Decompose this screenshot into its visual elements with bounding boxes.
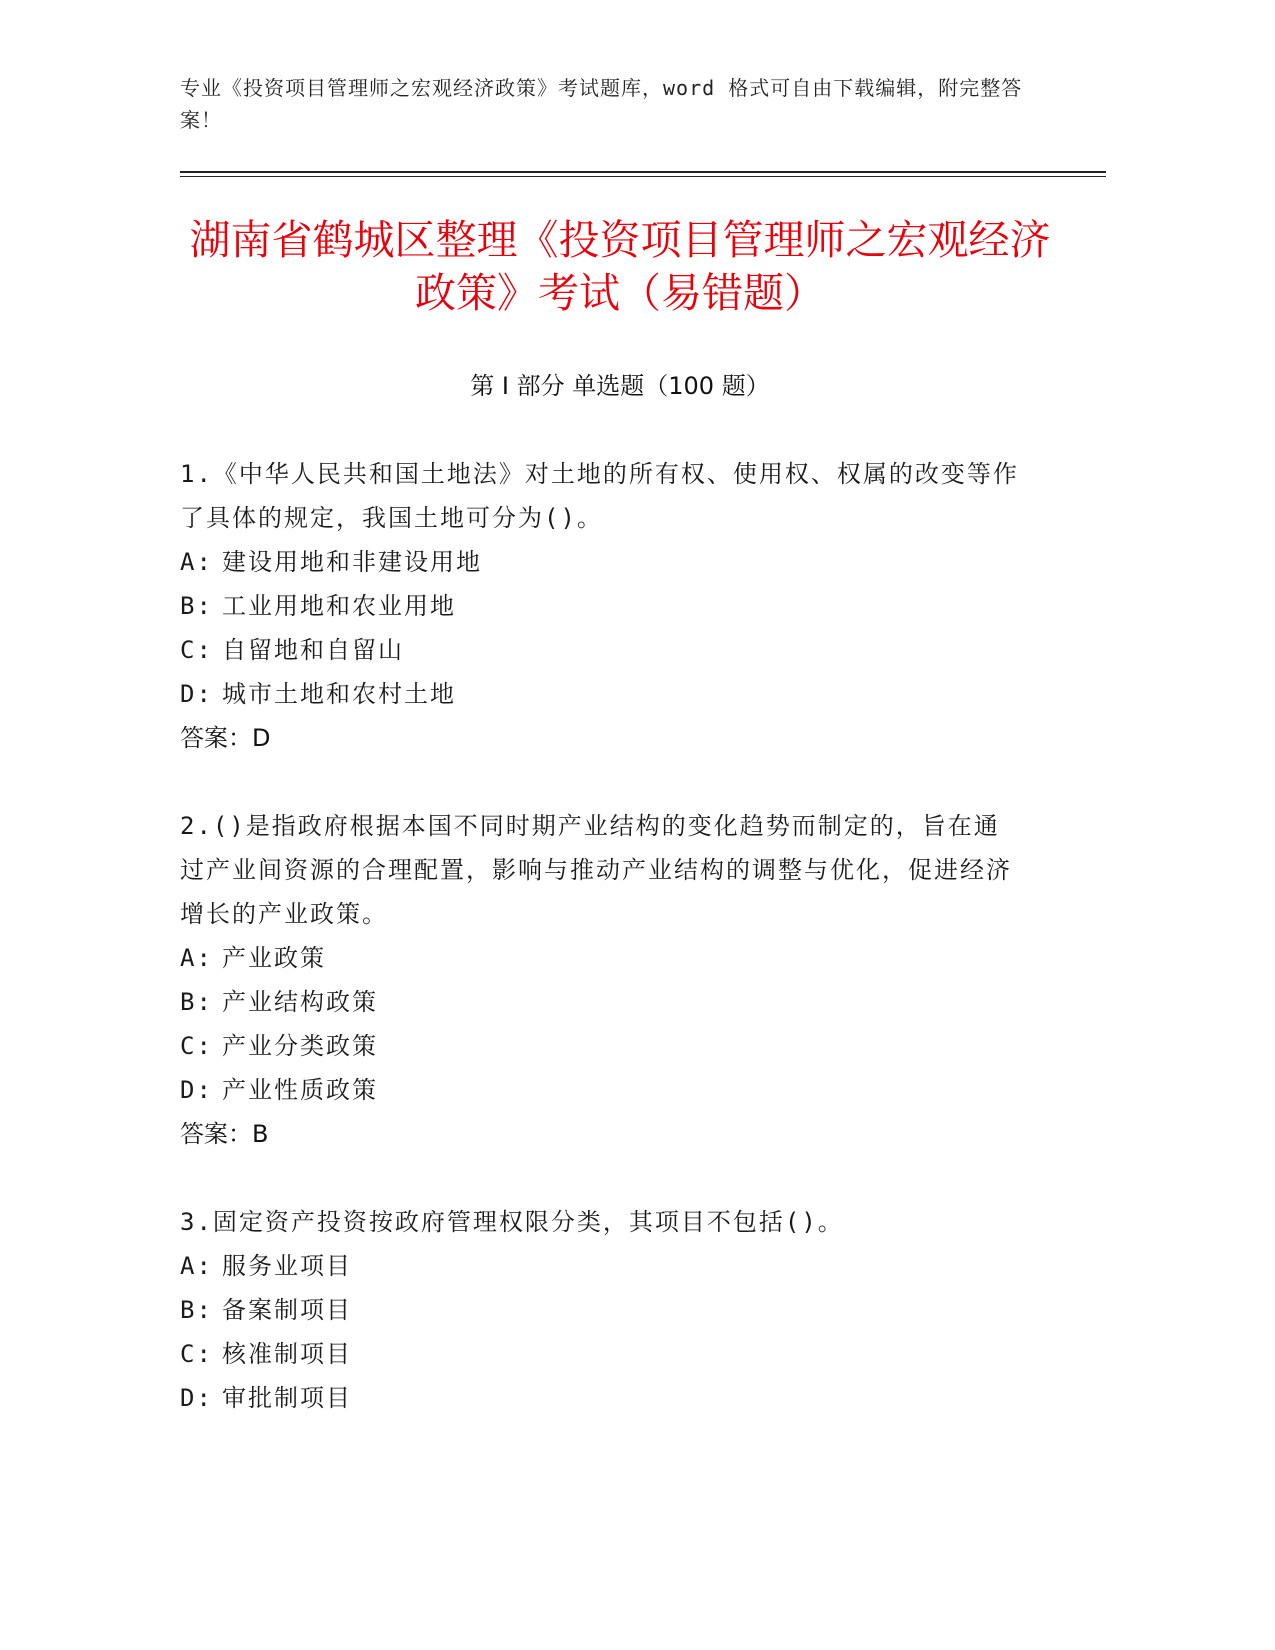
- option-text: 备案制项目: [222, 1296, 352, 1324]
- option-text: 建设用地和非建设用地: [222, 548, 482, 576]
- option-letter: B:: [180, 988, 213, 1016]
- option-text: 产业性质政策: [222, 1076, 378, 1104]
- option-letter: C:: [180, 1340, 213, 1368]
- option-text: 服务业项目: [222, 1252, 352, 1280]
- option-text: 产业分类政策: [222, 1032, 378, 1060]
- question-stem: 2.()是指政府根据本国不同时期产业结构的变化趋势而制定的，旨在通过产业间资源的合理配置，影响与推动产业结构的调整与优化，促进经济增长的产业政策。: [180, 812, 1012, 928]
- option-c: [180, 1332, 1020, 1376]
- option-letter: A:: [180, 944, 213, 972]
- header-divider-thin: [180, 176, 1106, 177]
- option-text: 产业政策: [222, 944, 326, 972]
- option-letter: C:: [180, 1032, 213, 1060]
- answer-line: 答案：B: [180, 1120, 269, 1148]
- answer-line: 答案：D: [180, 724, 271, 752]
- document-title: 湖南省鹤城区整理《投资项目管理师之宏观经济政策》考试（易错题）: [189, 216, 1051, 317]
- option-letter: D:: [180, 1076, 213, 1104]
- option-c: [180, 628, 1020, 672]
- option-d: [180, 1068, 1020, 1112]
- option-text: 核准制项目: [222, 1340, 352, 1368]
- option-text: 自留地和自留山: [222, 636, 404, 664]
- option-letter: A:: [180, 1252, 213, 1280]
- option-text: 工业用地和农业用地: [222, 592, 456, 620]
- option-letter: C:: [180, 636, 213, 664]
- question-list: [180, 452, 1020, 1464]
- section-heading: 第 I 部分 单选题（100 题）: [470, 372, 770, 400]
- option-b: [180, 1288, 1020, 1332]
- header-divider-thick: [180, 171, 1106, 173]
- option-letter: B:: [180, 592, 213, 620]
- option-d: [180, 672, 1020, 716]
- option-letter: B:: [180, 1296, 213, 1324]
- question-2: [180, 804, 1020, 1156]
- option-a: [180, 540, 1020, 584]
- option-b: [180, 584, 1020, 628]
- question-3: [180, 1200, 1020, 1420]
- option-text: 城市土地和农村土地: [222, 680, 456, 708]
- option-text: 审批制项目: [222, 1384, 352, 1412]
- option-text: 产业结构政策: [222, 988, 378, 1016]
- question-stem: 3.固定资产投资按政府管理权限分类，其项目不包括()。: [180, 1208, 844, 1236]
- option-letter: A:: [180, 548, 213, 576]
- option-a: [180, 1244, 1020, 1288]
- option-letter: D:: [180, 1384, 213, 1412]
- header-note: 专业《投资项目管理师之宏观经济政策》考试题库，word 格式可自由下载编辑，附完整答案！: [180, 76, 1023, 132]
- option-letter: D:: [180, 680, 213, 708]
- option-a: [180, 936, 1020, 980]
- option-c: [180, 1024, 1020, 1068]
- question-1: [180, 452, 1020, 760]
- option-b: [180, 980, 1020, 1024]
- option-d: [180, 1376, 1020, 1420]
- question-stem: 1.《中华人民共和国土地法》对土地的所有权、使用权、权属的改变等作了具体的规定，我国土地可分为()。: [180, 460, 1019, 532]
